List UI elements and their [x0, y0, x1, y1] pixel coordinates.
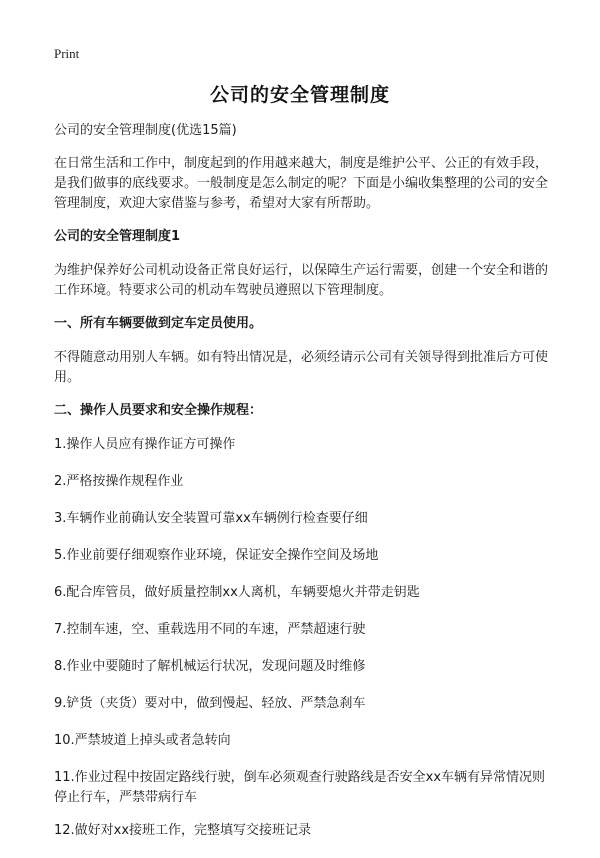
rules-list: [54, 435, 554, 841]
print-link[interactable]: Print: [54, 46, 80, 61]
list-item: 5.作业前要仔细观察作业环境，保证安全操作空间及场地: [54, 548, 379, 563]
section-title: 公司的安全管理制度1: [54, 229, 181, 244]
heading-1-paragraph: 不得随意动用别人车辆。如有特出情况是，必须经请示公司有关领导得到批准后方可使用。: [54, 350, 549, 385]
document-body: [54, 121, 554, 858]
list-item: 10.严禁坡道上掉头或者急转向: [54, 733, 231, 748]
list-item: 6.配合库管员，做好质量控制xx人离机，车辆要熄火并带走钥匙: [54, 585, 420, 600]
list-item: 2.严格按操作规程作业: [54, 474, 184, 489]
list-item: 11.作业过程中按固定路线行驶，倒车必须观查行驶路线是否安全xx车辆有异常情况则停止行车，严禁带病行车: [54, 770, 546, 805]
heading-2: 二、操作人员要求和安全操作规程：: [54, 403, 263, 418]
page-title: 公司的安全管理制度: [209, 84, 390, 106]
list-item: 3.车辆作业前确认安全装置可靠xx车辆例行检查要仔细: [54, 511, 368, 526]
intro-paragraph: 在日常生活和工作中，制度起到的作用越来越大，制度是维护公平、公正的有效手段，是我们做事的底线要求。一般制度是怎么制定的呢？下面是小编收集整理的公司的安全管理制度，欢迎大家借鉴与参考，希望对大家有所帮助。: [54, 156, 549, 211]
list-item: 7.控制车速，空、重载选用不同的车速，严禁超速行驶: [54, 622, 366, 637]
list-item: 9.铲货（夹货）要对中，做到慢起、轻放、严禁急刹车: [54, 696, 366, 711]
list-item: 1.操作人员应有操作证方可操作: [54, 437, 236, 452]
section-intro-paragraph: 为维护保养好公司机动设备正常良好运行，以保障生产运行需要，创建一个安全和谐的工作环境。特要求公司的机动车驾驶员遵照以下管理制度。: [54, 263, 549, 298]
list-item: 12.做好对xx接班工作，完整填写交接班记录: [54, 823, 312, 838]
document-subtitle: 公司的安全管理制度(优选15篇): [54, 123, 237, 138]
list-item: 8.作业中要随时了解机械运行状况，发现问题及时维修: [54, 659, 366, 674]
heading-1: 一、所有车辆要做到定车定员使用。: [54, 316, 263, 331]
